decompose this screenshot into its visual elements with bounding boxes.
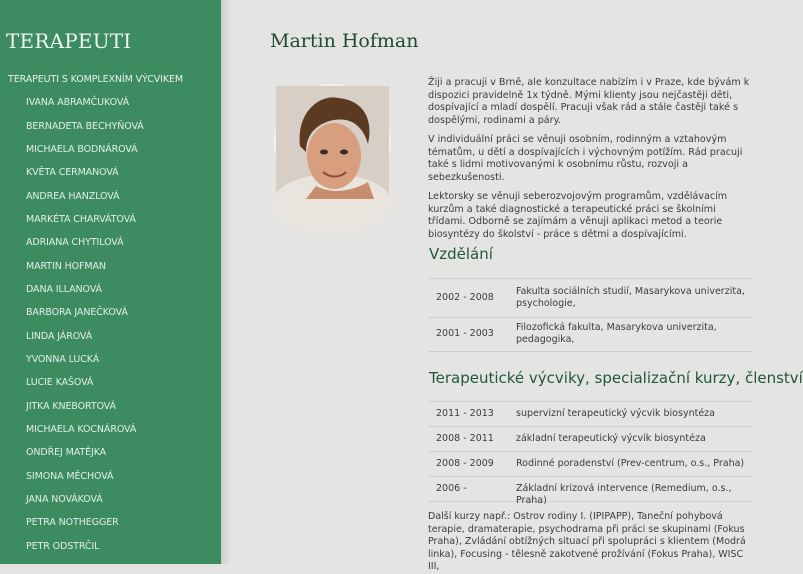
table-row xyxy=(428,452,752,477)
education-years: 2001 - 2003 xyxy=(436,328,494,339)
bio-paragraph-3: Lektorsky se věnuji seberozvojovým programům, vzdělávacím kurzům a také diagnostické a terapeutické práci se školními třídami. Odborně se zajímám a věnuji aplikaci metod a teorie biosyntézy do školství - práce s dětmi a dospívajícími. xyxy=(428,191,728,240)
training-description: supervizní terapeutický výcvik biosyntéza xyxy=(516,408,715,419)
further-courses-text: Další kurzy např.: Ostrov rodiny I. (IPIPAPP), Taneční pohybová terapie, dramaterapie, psychodrama při práci se skupinami (Fokus Praha), Zvládání obtížných situací při spolupráci s klientem (Modrá linka), Focusing - tělesně zakotvené prožívání (Fokus Praha), WISC III, xyxy=(428,511,746,572)
sidebar xyxy=(0,0,221,564)
nav-item-chytilova[interactable]: ADRIANA CHYTILOVÁ xyxy=(26,237,124,248)
nav-item-janeckova[interactable]: BARBORA JANEČKOVÁ xyxy=(26,307,128,318)
training-heading: Terapeutické výcviky, specializační kurzy, členství xyxy=(429,369,803,387)
nav-item-bodnarova[interactable]: MICHAELA BODNÁROVÁ xyxy=(26,144,138,155)
training-description: Rodinné poradenství (Prev-centrum, o.s., Praha) xyxy=(516,458,745,469)
nav-item-odstrcil[interactable]: PETR ODSTRČIL xyxy=(26,541,100,552)
training-years: 2011 - 2013 xyxy=(436,408,494,419)
portrait-photo xyxy=(276,86,389,199)
education-years: 2002 - 2008 xyxy=(436,292,494,303)
education-institution: Filozofická fakulta, Masarykova univerzita, pedagogika, xyxy=(516,322,717,345)
nav-item-kocnarova[interactable]: MICHAELA KOCNÁROVÁ xyxy=(26,424,137,435)
nav-section-heading[interactable]: TERAPEUTI S KOMPLEXNÍM VÝCVIKEM xyxy=(8,74,183,85)
training-years: 2008 - 2011 xyxy=(436,433,494,444)
training-years: 2008 - 2009 xyxy=(436,458,494,469)
nav-item-hofman[interactable]: MARTIN HOFMAN xyxy=(26,261,106,272)
training-description: Základní krizová intervence (Remedium, o.s., Praha) xyxy=(516,483,732,506)
table-row xyxy=(428,279,752,318)
nav-item-bechynova[interactable]: BERNADETA BECHYŇOVÁ xyxy=(26,121,144,132)
training-description: základní terapeutický výcvik biosyntéza xyxy=(516,433,706,444)
sidebar-divider xyxy=(221,0,231,564)
table-row xyxy=(428,477,752,506)
page-title: Martin Hofman xyxy=(270,30,419,52)
nav-item-kasova[interactable]: LUCIE KAŠOVÁ xyxy=(26,377,94,388)
table-row xyxy=(428,402,752,427)
nav-item-lucka[interactable]: YVONNA LUCKÁ xyxy=(26,354,100,365)
nav-item-novakova[interactable]: JANA NOVÁKOVÁ xyxy=(26,494,103,505)
education-heading: Vzdělání xyxy=(429,245,493,263)
table-row xyxy=(428,318,752,352)
nav-item-nothegger[interactable]: PETRA NOTHEGGER xyxy=(26,517,119,528)
training-table xyxy=(428,401,752,506)
nav-item-abramcukova[interactable]: IVANA ABRAMČUKOVÁ xyxy=(26,97,130,108)
bio-text xyxy=(428,77,750,248)
bio-paragraph-1: Žiji a pracuji v Brně, ale konzultace nabízím i v Praze, kde bývám k dispozici pravidelně 1x týdně. Mými klienty jsou nejčastěji děti, dospívající a mladí dospělí. Pracuji však rád a stále častěji také s dospělými, rodinami a páry. xyxy=(428,77,750,126)
nav-item-charvatova[interactable]: MARKÉTA CHARVÁTOVÁ xyxy=(26,214,136,225)
training-years: 2006 - xyxy=(436,483,467,494)
education-table xyxy=(428,278,752,352)
nav-item-matejka[interactable]: ONDŘEJ MATĚJKA xyxy=(26,447,107,458)
nav-item-cermanova[interactable]: KVĚTA CERMANOVÁ xyxy=(26,167,119,178)
nav-item-jarova[interactable]: LINDA JÁROVÁ xyxy=(26,331,93,342)
site-brand[interactable]: TERAPEUTI xyxy=(6,29,132,53)
nav-item-illanova[interactable]: DANA ILLANOVÁ xyxy=(26,284,102,295)
table-row xyxy=(428,427,752,452)
bio-paragraph-2: V individuální práci se věnuji osobním, rodinným a vztahovým tématům, u dětí a dospívajících i výchovným potížím. Rád pracuji také s lidmi motivovanými k osobnímu růstu, rozvoji a sebezkušenosti. xyxy=(428,134,743,183)
nav-item-knebortova[interactable]: JITKA KNEBORTOVÁ xyxy=(26,401,116,412)
education-institution: Fakulta sociálních studií, Masarykova univerzita, psychologie, xyxy=(516,286,745,309)
nav-item-mechova[interactable]: SIMONA MĚCHOVÁ xyxy=(26,471,114,482)
avatar xyxy=(276,86,389,199)
nav-item-hanzlova[interactable]: ANDREA HANZLOVÁ xyxy=(26,191,120,202)
